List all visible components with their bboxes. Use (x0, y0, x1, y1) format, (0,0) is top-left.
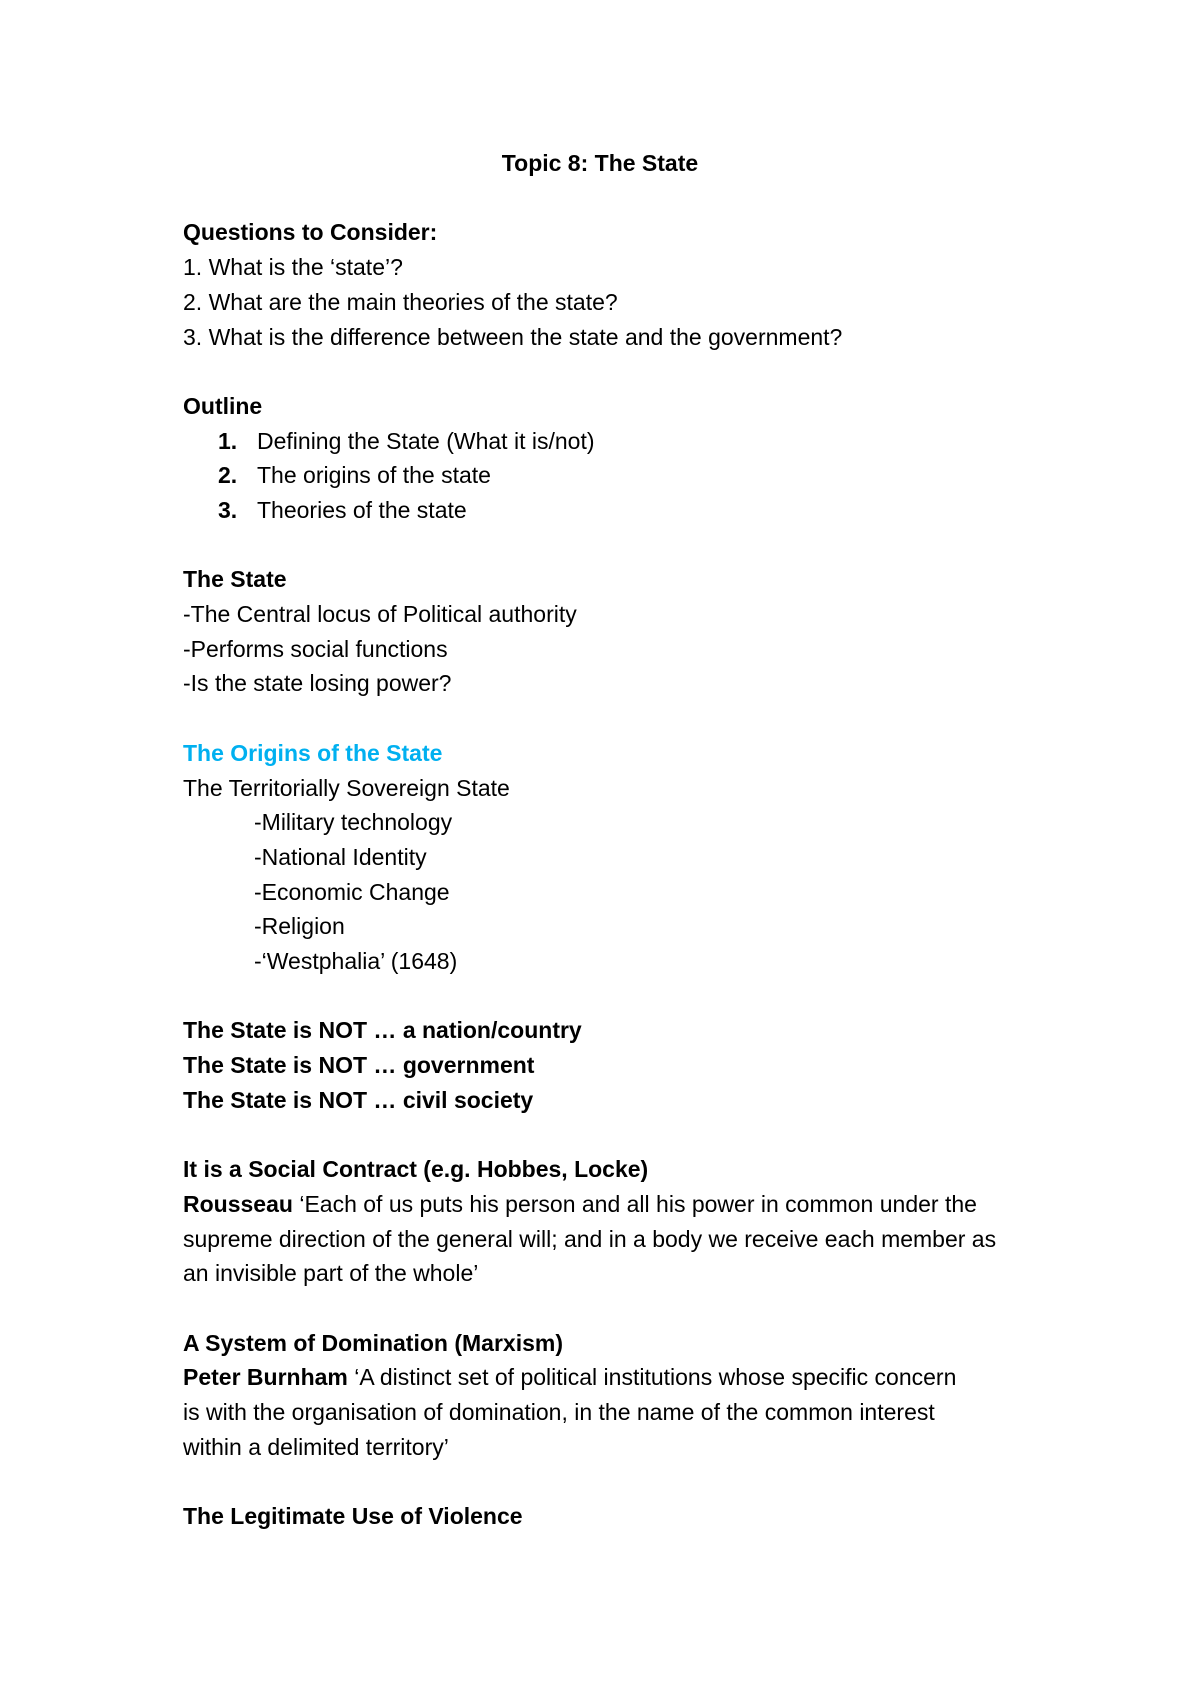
outline-item-number: 3. (218, 496, 238, 523)
spacer (183, 354, 1063, 389)
quote-author: Peter Burnham (183, 1364, 348, 1391)
question-item: 3. What is the difference between the state and the government? (183, 323, 843, 350)
the-state-item: -Performs social functions (183, 635, 448, 662)
quote-author: Rousseau (183, 1190, 293, 1217)
outline-list (183, 424, 1063, 528)
page-title: Topic 8: The State (501, 150, 699, 176)
not-statement: The State is NOT … government (183, 1052, 535, 1079)
origins-item: -Religion (254, 913, 345, 940)
not-statement: The State is NOT … civil society (183, 1086, 534, 1113)
spacer (183, 979, 1063, 1014)
outline-item (183, 493, 1063, 528)
outline-item (183, 424, 1063, 459)
outline-heading: Outline (183, 392, 263, 419)
origins-subheading: The Territorially Sovereign State (183, 774, 510, 801)
spacer (183, 701, 1063, 736)
social-contract-quote-block (183, 1187, 1013, 1291)
origins-item: -Economic Change (254, 878, 450, 905)
quote-text: ‘A distinct set of political institutions whose specific concern is with the organisation of domination, in the name of the common interest within a delimited territory’ (183, 1364, 957, 1460)
violence-heading: The Legitimate Use of Violence (183, 1503, 523, 1530)
outline-item-text: The origins of the state (257, 462, 491, 489)
the-state-heading: The State (183, 566, 287, 593)
domination-quote-block (183, 1360, 973, 1464)
spacer (183, 1465, 1063, 1500)
outline-item-text: Theories of the state (257, 496, 467, 523)
outline-item-number: 2. (218, 462, 238, 489)
spacer (183, 528, 1063, 563)
document-body (183, 146, 1063, 1534)
question-item: 1. What is the ‘state’? (183, 254, 403, 281)
quote-text: ‘Each of us puts his person and all his power in common under the supreme direction of the general will; and in a body we receive each member as an invisible part of the whole’ (183, 1190, 997, 1287)
outline-item-text: Defining the State (What it is/not) (257, 427, 595, 454)
questions-heading: Questions to Consider: (183, 219, 438, 246)
outline-item (183, 458, 1063, 493)
origins-item: -Military technology (254, 809, 453, 836)
social-contract-heading: It is a Social Contract (e.g. Hobbes, Locke) (183, 1156, 649, 1183)
origins-heading: The Origins of the State (183, 739, 443, 766)
origins-item: -National Identity (254, 843, 427, 870)
origins-item: -‘Westphalia’ (1648) (254, 948, 458, 975)
not-statement: The State is NOT … a nation/country (183, 1017, 582, 1044)
domination-heading: A System of Domination (Marxism) (183, 1329, 563, 1356)
spacer (183, 1118, 1063, 1153)
spacer (183, 181, 1063, 216)
spacer (183, 1291, 1063, 1326)
the-state-item: -The Central locus of Political authority (183, 601, 577, 628)
the-state-item: -Is the state losing power? (183, 670, 452, 697)
outline-item-number: 1. (218, 427, 238, 454)
question-item: 2. What are the main theories of the state? (183, 288, 618, 315)
